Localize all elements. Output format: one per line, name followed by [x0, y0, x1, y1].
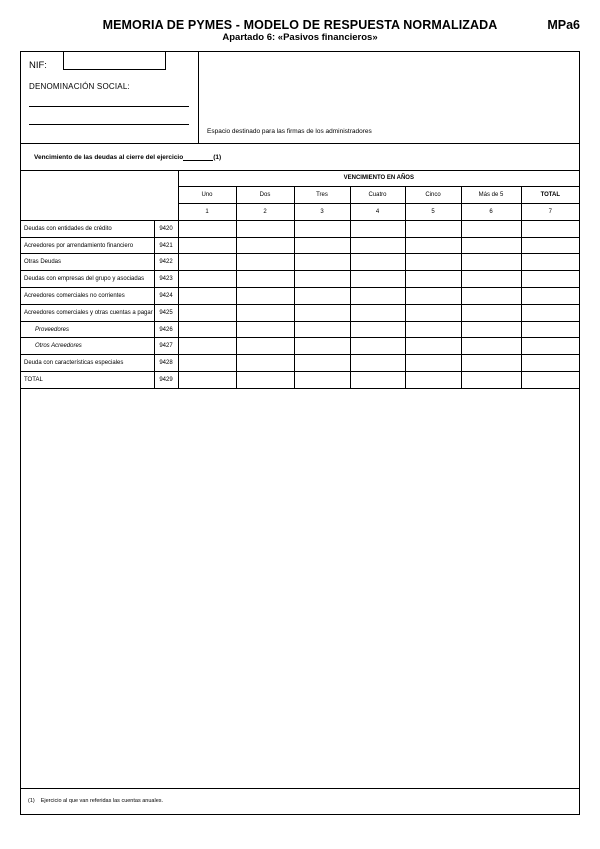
value-cell[interactable]: [294, 355, 350, 372]
column-header: Más de 5: [461, 187, 521, 204]
value-cell[interactable]: [294, 288, 350, 305]
row-code: 9429: [154, 372, 178, 389]
column-number: 6: [461, 204, 521, 221]
value-cell[interactable]: [294, 271, 350, 288]
value-cell[interactable]: [178, 254, 236, 271]
value-cell[interactable]: [350, 220, 405, 237]
identification-section: [21, 52, 579, 144]
vencimiento-text: [34, 153, 221, 161]
value-cell[interactable]: [236, 338, 294, 355]
value-cell[interactable]: [294, 321, 350, 338]
value-cell[interactable]: [178, 304, 236, 321]
row-label: Deudas con empresas del grupo y asociadas: [21, 271, 154, 288]
row-code: 9425: [154, 304, 178, 321]
column-header: Dos: [236, 187, 294, 204]
table-row: [21, 355, 579, 372]
value-cell[interactable]: [405, 237, 461, 254]
table-group-header-row: [21, 170, 579, 187]
row-label: Proveedores: [21, 321, 154, 338]
form-frame: [20, 51, 580, 815]
value-cell[interactable]: [294, 372, 350, 389]
value-cell[interactable]: [350, 254, 405, 271]
column-header: TOTAL: [521, 187, 579, 204]
value-cell[interactable]: [178, 372, 236, 389]
column-header: Uno: [178, 187, 236, 204]
value-cell[interactable]: [350, 271, 405, 288]
value-cell[interactable]: [521, 321, 579, 338]
column-number: 7: [521, 204, 579, 221]
row-label: Acreedores comerciales no corrientes: [21, 288, 154, 305]
value-cell[interactable]: [236, 372, 294, 389]
column-number: 4: [350, 204, 405, 221]
row-label: Deudas con entidades de crédito: [21, 220, 154, 237]
column-number: 3: [294, 204, 350, 221]
value-cell[interactable]: [350, 355, 405, 372]
value-cell[interactable]: [405, 338, 461, 355]
value-cell[interactable]: [521, 220, 579, 237]
value-cell[interactable]: [294, 338, 350, 355]
value-cell[interactable]: [350, 304, 405, 321]
row-label: Acreedores comerciales y otras cuentas a pagar: [21, 304, 154, 321]
value-cell[interactable]: [405, 254, 461, 271]
denominacion-line-1[interactable]: [29, 106, 189, 107]
value-cell[interactable]: [294, 220, 350, 237]
value-cell[interactable]: [461, 355, 521, 372]
value-cell[interactable]: [461, 338, 521, 355]
nif-label: NIF:: [29, 60, 47, 71]
row-code: 9424: [154, 288, 178, 305]
value-cell[interactable]: [461, 271, 521, 288]
value-cell[interactable]: [178, 220, 236, 237]
row-code: 9428: [154, 355, 178, 372]
page-subtitle: Apartado 6: «Pasivos financieros»: [222, 32, 378, 43]
debts-table: [21, 170, 579, 389]
value-cell[interactable]: [521, 355, 579, 372]
value-cell[interactable]: [236, 304, 294, 321]
nif-input[interactable]: [63, 52, 166, 70]
denominacion-label: DENOMINACIÓN SOCIAL:: [29, 82, 130, 91]
row-label: TOTAL: [21, 372, 154, 389]
value-cell[interactable]: [521, 338, 579, 355]
row-code: 9422: [154, 254, 178, 271]
value-cell[interactable]: [350, 338, 405, 355]
value-cell[interactable]: [521, 254, 579, 271]
value-cell[interactable]: [405, 355, 461, 372]
value-cell[interactable]: [350, 288, 405, 305]
footnote-divider: [21, 788, 579, 789]
company-id-block: [21, 52, 199, 143]
value-cell[interactable]: [350, 372, 405, 389]
column-number: 2: [236, 204, 294, 221]
column-header: Cinco: [405, 187, 461, 204]
value-cell[interactable]: [236, 254, 294, 271]
footnote: [28, 798, 163, 804]
value-cell[interactable]: [521, 271, 579, 288]
form-code: MPa6: [547, 18, 580, 32]
table-row: [21, 237, 579, 254]
ejercicio-input[interactable]: [183, 153, 213, 161]
row-code: 9420: [154, 220, 178, 237]
value-cell[interactable]: [236, 355, 294, 372]
vencimiento-label: Vencimiento de las deudas al cierre del ejercicio: [34, 154, 184, 161]
table-row: [21, 288, 579, 305]
column-number: 1: [178, 204, 236, 221]
row-code: 9426: [154, 321, 178, 338]
column-number: 5: [405, 204, 461, 221]
value-cell[interactable]: [236, 220, 294, 237]
table-row: [21, 254, 579, 271]
footnote-text: Ejercicio al que van referidas las cuentas anuales.: [40, 798, 164, 804]
row-label: Deuda con características especiales: [21, 355, 154, 372]
table-row: [21, 271, 579, 288]
value-cell[interactable]: [461, 304, 521, 321]
value-cell[interactable]: [521, 237, 579, 254]
table-corner-cell: [21, 170, 178, 220]
table-row: [21, 372, 579, 389]
row-code: 9421: [154, 237, 178, 254]
vencimiento-row: [21, 143, 579, 171]
value-cell[interactable]: [178, 288, 236, 305]
value-cell[interactable]: [521, 372, 579, 389]
value-cell[interactable]: [236, 288, 294, 305]
column-header: Cuatro: [350, 187, 405, 204]
value-cell[interactable]: [178, 321, 236, 338]
row-label: Acreedores por arrendamiento financiero: [21, 237, 154, 254]
column-header: Tres: [294, 187, 350, 204]
value-cell[interactable]: [350, 321, 405, 338]
value-cell[interactable]: [236, 271, 294, 288]
value-cell[interactable]: [405, 220, 461, 237]
value-cell[interactable]: [405, 321, 461, 338]
row-label: Otras Deudas: [21, 254, 154, 271]
value-cell[interactable]: [405, 288, 461, 305]
page-title: MEMORIA DE PYMES - MODELO DE RESPUESTA NORMALIZADA: [102, 18, 498, 32]
table-row: [21, 338, 579, 355]
value-cell[interactable]: [461, 220, 521, 237]
table-row: [21, 220, 579, 237]
row-code: 9423: [154, 271, 178, 288]
value-cell[interactable]: [350, 237, 405, 254]
value-cell[interactable]: [461, 237, 521, 254]
value-cell[interactable]: [405, 271, 461, 288]
value-cell[interactable]: [405, 372, 461, 389]
value-cell[interactable]: [521, 304, 579, 321]
row-code: 9427: [154, 338, 178, 355]
value-cell[interactable]: [461, 321, 521, 338]
value-cell[interactable]: [178, 271, 236, 288]
value-cell[interactable]: [461, 372, 521, 389]
signatures-area-text: Espacio destinado para las firmas de los administradores: [207, 128, 372, 135]
footnote-mark: (1): [28, 798, 35, 804]
value-cell[interactable]: [294, 254, 350, 271]
value-cell[interactable]: [178, 355, 236, 372]
value-cell[interactable]: [294, 304, 350, 321]
value-cell[interactable]: [461, 288, 521, 305]
value-cell[interactable]: [178, 237, 236, 254]
table-row: [21, 321, 579, 338]
value-cell[interactable]: [236, 321, 294, 338]
table-row: [21, 304, 579, 321]
value-cell[interactable]: [405, 304, 461, 321]
value-cell[interactable]: [521, 288, 579, 305]
vencimiento-note-ref: (1): [213, 154, 222, 161]
group-header: VENCIMIENTO EN AÑOS: [178, 170, 579, 187]
value-cell[interactable]: [236, 237, 294, 254]
value-cell[interactable]: [461, 254, 521, 271]
value-cell[interactable]: [178, 338, 236, 355]
row-label: Otros Acreedores: [21, 338, 154, 355]
value-cell[interactable]: [294, 237, 350, 254]
denominacion-line-2[interactable]: [29, 124, 189, 125]
